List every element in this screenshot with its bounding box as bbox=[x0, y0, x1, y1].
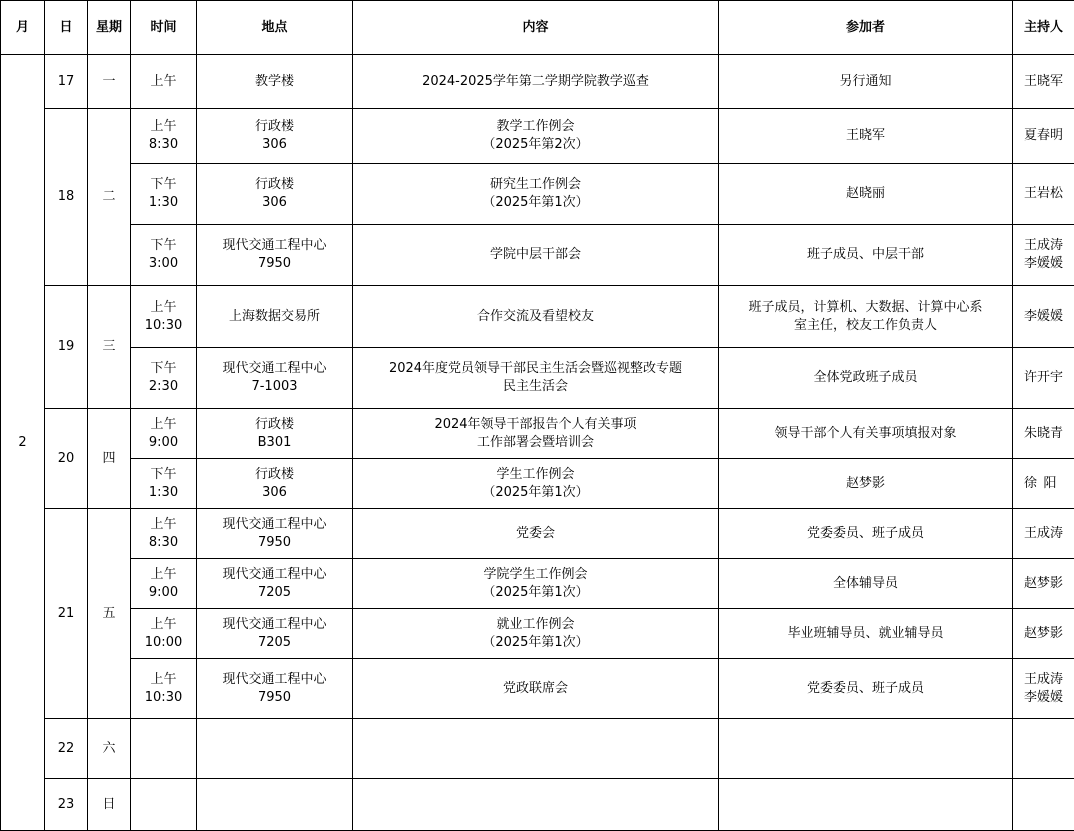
host-cell-line: 李媛媛 bbox=[1023, 689, 1063, 705]
content-cell-line: 2024-2025学年第二学期学院教学巡查 bbox=[422, 73, 649, 89]
time-cell-line: 1:30 bbox=[148, 195, 179, 210]
time-cell-line: 下午 bbox=[150, 177, 177, 192]
time-cell-line: 上午 bbox=[150, 616, 177, 632]
time-cell bbox=[131, 164, 197, 225]
weekday-cell bbox=[88, 719, 131, 779]
location-cell bbox=[197, 509, 353, 559]
location-cell-line: 现代交通工程中心 bbox=[222, 671, 327, 687]
time-cell-line: 10:30 bbox=[144, 689, 183, 705]
table-row bbox=[1, 559, 1074, 609]
time-cell-line: 8:30 bbox=[148, 137, 179, 152]
weekday-cell-line: 五 bbox=[102, 605, 116, 621]
weekday-cell-line: 一 bbox=[102, 73, 116, 89]
weekday-cell bbox=[88, 509, 131, 719]
location-cell bbox=[197, 348, 353, 409]
time-cell-line: 上午 bbox=[150, 299, 177, 315]
location-cell-line: 行政楼 bbox=[254, 177, 294, 192]
host-cell-line: 朱晓青 bbox=[1023, 425, 1063, 441]
header-host: 主持人 bbox=[1013, 1, 1074, 55]
day-cell-line: 17 bbox=[57, 73, 75, 89]
host-cell-line: 许开宇 bbox=[1023, 370, 1063, 385]
host-cell-line: 王成涛 bbox=[1023, 671, 1063, 687]
participants-cell-line: 班子成员、中层干部 bbox=[806, 247, 924, 262]
time-cell bbox=[131, 225, 197, 286]
content-cell-line: 学院学生工作例会 bbox=[483, 566, 588, 582]
location-cell-line: B301 bbox=[257, 434, 292, 450]
location-cell bbox=[197, 779, 353, 831]
participants-cell-line: 赵晓丽 bbox=[845, 186, 885, 201]
time-cell-line: 下午 bbox=[150, 238, 177, 253]
day-cell bbox=[45, 719, 88, 779]
location-cell-line: 教学楼 bbox=[254, 73, 294, 89]
participants-cell-line: 另行通知 bbox=[839, 73, 892, 89]
location-cell bbox=[197, 719, 353, 779]
location-cell-line: 306 bbox=[262, 195, 287, 210]
content-cell-line: 研究生工作例会 bbox=[489, 177, 581, 192]
host-cell bbox=[1013, 286, 1074, 348]
participants-cell-line: 领导干部个人有关事项填报对象 bbox=[774, 425, 957, 441]
location-cell bbox=[197, 225, 353, 286]
header-content: 内容 bbox=[353, 1, 719, 55]
host-cell-line: 李媛媛 bbox=[1023, 308, 1063, 324]
participants-cell bbox=[719, 609, 1013, 659]
location-cell-line: 行政楼 bbox=[254, 416, 294, 432]
time-cell bbox=[131, 509, 197, 559]
location-cell-line: 306 bbox=[262, 484, 287, 500]
header-time: 时间 bbox=[131, 1, 197, 55]
time-cell-line: 上午 bbox=[150, 416, 177, 432]
host-cell bbox=[1013, 779, 1074, 831]
table-row bbox=[1, 348, 1074, 409]
time-cell bbox=[131, 609, 197, 659]
table-row bbox=[1, 109, 1074, 164]
day-cell bbox=[45, 55, 88, 109]
table-row bbox=[1, 164, 1074, 225]
participants-cell-line: 全体辅导员 bbox=[832, 575, 898, 591]
header-location: 地点 bbox=[197, 1, 353, 55]
content-cell-line: 学生工作例会 bbox=[496, 466, 575, 482]
weekday-cell-line: 四 bbox=[102, 450, 116, 466]
month-cell-line: 2 bbox=[18, 434, 27, 450]
content-cell bbox=[353, 609, 719, 659]
schedule-body bbox=[1, 55, 1074, 831]
host-cell-line: 王岩松 bbox=[1023, 186, 1063, 201]
location-cell bbox=[197, 659, 353, 719]
table-row bbox=[1, 225, 1074, 286]
table-row bbox=[1, 55, 1074, 109]
host-cell bbox=[1013, 164, 1074, 225]
weekday-cell bbox=[88, 409, 131, 509]
time-cell bbox=[131, 719, 197, 779]
time-cell bbox=[131, 779, 197, 831]
host-cell bbox=[1013, 225, 1074, 286]
host-cell bbox=[1013, 409, 1074, 459]
location-cell bbox=[197, 109, 353, 164]
host-cell bbox=[1013, 659, 1074, 719]
content-cell bbox=[353, 559, 719, 609]
content-cell bbox=[353, 409, 719, 459]
content-cell-line: （2025年第1次） bbox=[482, 584, 589, 600]
content-cell-line: 2024年领导干部报告个人有关事项 bbox=[434, 416, 637, 432]
day-cell-line: 21 bbox=[57, 605, 75, 621]
participants-cell bbox=[719, 719, 1013, 779]
header-month: 月 bbox=[1, 1, 45, 55]
time-cell bbox=[131, 109, 197, 164]
time-cell-line: 9:00 bbox=[148, 584, 179, 600]
content-cell-line: 学院中层干部会 bbox=[489, 247, 581, 262]
day-cell bbox=[45, 409, 88, 509]
content-cell-line: 工作部署会暨培训会 bbox=[476, 434, 594, 450]
content-cell bbox=[353, 225, 719, 286]
time-cell-line: 9:00 bbox=[148, 434, 179, 450]
participants-cell-line: 党委委员、班子成员 bbox=[806, 525, 924, 541]
host-cell bbox=[1013, 348, 1074, 409]
time-cell-line: 下午 bbox=[150, 361, 177, 376]
content-cell-line: （2025年第2次） bbox=[482, 137, 589, 152]
weekday-cell-line: 六 bbox=[102, 740, 116, 756]
participants-cell-line: 党委委员、班子成员 bbox=[806, 680, 924, 696]
day-cell-line: 22 bbox=[57, 740, 75, 756]
time-cell bbox=[131, 348, 197, 409]
time-cell-line: 上午 bbox=[150, 119, 177, 134]
content-cell bbox=[353, 164, 719, 225]
location-cell-line: 现代交通工程中心 bbox=[222, 361, 327, 376]
weekday-cell bbox=[88, 109, 131, 286]
header-weekday: 星期 bbox=[88, 1, 131, 55]
content-cell bbox=[353, 719, 719, 779]
location-cell-line: 上海数据交易所 bbox=[228, 308, 320, 324]
time-cell bbox=[131, 459, 197, 509]
host-cell bbox=[1013, 55, 1074, 109]
location-cell bbox=[197, 164, 353, 225]
participants-cell-line: 班子成员，计算机、大数据、计算中心系 bbox=[748, 299, 983, 315]
content-cell-line: 党政联席会 bbox=[502, 680, 568, 696]
time-cell-line: 上午 bbox=[150, 566, 177, 582]
time-cell-line: 10:30 bbox=[144, 317, 183, 333]
location-cell bbox=[197, 55, 353, 109]
content-cell-line: 合作交流及看望校友 bbox=[476, 308, 594, 324]
time-cell-line: 3:00 bbox=[148, 256, 179, 271]
location-cell-line: 7205 bbox=[257, 584, 292, 600]
content-cell bbox=[353, 109, 719, 164]
day-cell bbox=[45, 779, 88, 831]
table-row bbox=[1, 659, 1074, 719]
content-cell bbox=[353, 286, 719, 348]
location-cell-line: 现代交通工程中心 bbox=[222, 516, 327, 532]
content-cell-line: （2025年第1次） bbox=[482, 195, 589, 210]
host-cell bbox=[1013, 559, 1074, 609]
participants-cell-line: 室主任，校友工作负责人 bbox=[793, 317, 937, 333]
weekday-cell bbox=[88, 779, 131, 831]
location-cell bbox=[197, 459, 353, 509]
time-cell bbox=[131, 659, 197, 719]
participants-cell bbox=[719, 348, 1013, 409]
participants-cell bbox=[719, 164, 1013, 225]
participants-cell bbox=[719, 459, 1013, 509]
content-cell-line: 就业工作例会 bbox=[496, 616, 575, 632]
participants-cell-line: 全体党政班子成员 bbox=[813, 370, 918, 385]
header-day: 日 bbox=[45, 1, 88, 55]
host-cell bbox=[1013, 109, 1074, 164]
location-cell bbox=[197, 609, 353, 659]
host-cell-line: 徐阳 bbox=[1023, 475, 1063, 491]
host-cell bbox=[1013, 719, 1074, 779]
participants-cell bbox=[719, 659, 1013, 719]
participants-cell-line: 王晓军 bbox=[845, 128, 885, 143]
participants-cell bbox=[719, 109, 1013, 164]
day-cell bbox=[45, 509, 88, 719]
location-cell bbox=[197, 286, 353, 348]
content-cell bbox=[353, 509, 719, 559]
time-cell-line: 上午 bbox=[150, 73, 177, 89]
day-cell-line: 18 bbox=[57, 189, 75, 204]
location-cell-line: 现代交通工程中心 bbox=[222, 616, 327, 632]
weekday-cell bbox=[88, 286, 131, 409]
host-cell-line: 王成涛 bbox=[1023, 238, 1063, 253]
content-cell bbox=[353, 348, 719, 409]
content-cell-line: （2025年第1次） bbox=[482, 634, 589, 650]
content-cell bbox=[353, 55, 719, 109]
host-cell bbox=[1013, 459, 1074, 509]
participants-cell-line: 赵梦影 bbox=[845, 475, 885, 491]
month-cell bbox=[1, 55, 45, 831]
content-cell-line: 民主生活会 bbox=[502, 379, 568, 394]
content-cell-line: （2025年第1次） bbox=[482, 484, 589, 500]
location-cell-line: 7950 bbox=[257, 534, 292, 550]
location-cell-line: 行政楼 bbox=[254, 119, 294, 134]
location-cell-line: 现代交通工程中心 bbox=[222, 566, 327, 582]
table-row bbox=[1, 509, 1074, 559]
content-cell bbox=[353, 779, 719, 831]
day-cell-line: 23 bbox=[57, 796, 75, 812]
table-row bbox=[1, 286, 1074, 348]
host-cell bbox=[1013, 609, 1074, 659]
time-cell-line: 8:30 bbox=[148, 534, 179, 550]
table-row bbox=[1, 409, 1074, 459]
location-cell-line: 行政楼 bbox=[254, 466, 294, 482]
participants-cell bbox=[719, 559, 1013, 609]
day-cell bbox=[45, 286, 88, 409]
host-cell bbox=[1013, 509, 1074, 559]
content-cell bbox=[353, 459, 719, 509]
participants-cell bbox=[719, 509, 1013, 559]
time-cell-line: 2:30 bbox=[148, 379, 179, 394]
location-cell-line: 306 bbox=[262, 137, 287, 152]
day-cell-line: 20 bbox=[57, 450, 75, 466]
content-cell-line: 党委会 bbox=[515, 525, 555, 541]
location-cell-line: 现代交通工程中心 bbox=[222, 238, 327, 253]
weekday-cell-line: 三 bbox=[102, 339, 116, 354]
time-cell bbox=[131, 559, 197, 609]
content-cell-line: 2024年度党员领导干部民主生活会暨巡视整改专题 bbox=[388, 361, 683, 376]
time-cell bbox=[131, 55, 197, 109]
host-cell-line: 王成涛 bbox=[1023, 525, 1063, 541]
header-row bbox=[1, 1, 1074, 55]
host-cell-line: 李媛媛 bbox=[1023, 256, 1063, 271]
time-cell-line: 10:00 bbox=[144, 634, 183, 650]
host-cell-line: 赵梦影 bbox=[1023, 575, 1063, 591]
day-cell-line: 19 bbox=[57, 339, 75, 354]
table-row bbox=[1, 779, 1074, 831]
participants-cell-line: 毕业班辅导员、就业辅导员 bbox=[787, 625, 944, 641]
table-row bbox=[1, 459, 1074, 509]
participants-cell bbox=[719, 286, 1013, 348]
host-cell-line: 夏春明 bbox=[1023, 128, 1063, 143]
weekday-cell bbox=[88, 55, 131, 109]
time-cell bbox=[131, 286, 197, 348]
location-cell bbox=[197, 559, 353, 609]
day-cell bbox=[45, 109, 88, 286]
time-cell-line: 1:30 bbox=[148, 484, 179, 500]
participants-cell bbox=[719, 55, 1013, 109]
time-cell-line: 上午 bbox=[150, 671, 177, 687]
time-cell-line: 下午 bbox=[150, 466, 177, 482]
header-participants: 参加者 bbox=[719, 1, 1013, 55]
time-cell-line: 上午 bbox=[150, 516, 177, 532]
location-cell bbox=[197, 409, 353, 459]
weekday-cell-line: 二 bbox=[102, 189, 116, 204]
participants-cell bbox=[719, 409, 1013, 459]
time-cell bbox=[131, 409, 197, 459]
host-cell-line: 王晓军 bbox=[1023, 73, 1063, 89]
participants-cell bbox=[719, 225, 1013, 286]
location-cell-line: 7950 bbox=[257, 689, 292, 705]
location-cell-line: 7-1003 bbox=[251, 379, 298, 394]
content-cell bbox=[353, 659, 719, 719]
participants-cell bbox=[719, 779, 1013, 831]
location-cell-line: 7205 bbox=[257, 634, 292, 650]
weekday-cell-line: 日 bbox=[102, 796, 116, 812]
host-cell-line: 赵梦影 bbox=[1023, 625, 1063, 641]
content-cell-line: 教学工作例会 bbox=[496, 119, 575, 134]
location-cell-line: 7950 bbox=[257, 256, 292, 271]
table-row bbox=[1, 719, 1074, 779]
table-row bbox=[1, 609, 1074, 659]
